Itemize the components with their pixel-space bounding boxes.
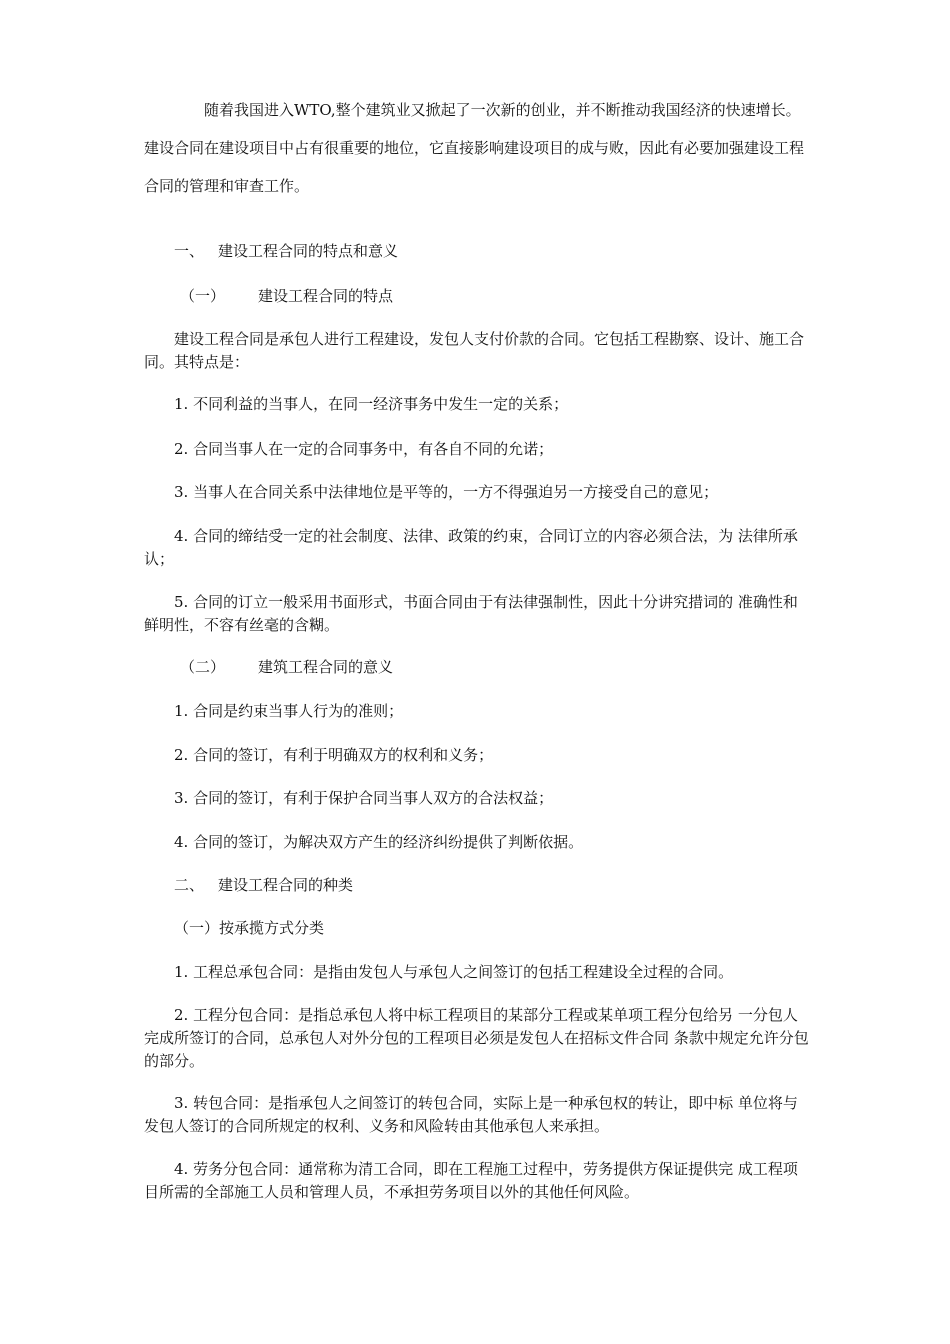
contract-type-item-3: 3. 转包合同：是指承包人之间签订的转包合同，实际上是一种承包权的转让，即中标 单位将与发包人签订的合同所规定的权利、义务和风险转由其他承包人来承担。 — [144, 1094, 798, 1135]
section-1-title: 建设工程合同的特点和意义 — [218, 242, 399, 260]
feature-item-5: 5. 合同的订立一般采用书面形式，书面合同由于有法律强制性，因此十分讲究措词的 准确性和鲜明性，不容有丝毫的含糊。 — [144, 593, 798, 634]
contract-type-item-4: 4. 劳务分包合同：通常称为清工合同，即在工程施工过程中，劳务提供方保证提供完 成工程项目所需的全部施工人员和管理人员，不承担劳务项目以外的其他任何风险。 — [144, 1160, 798, 1201]
feature-item-2: 2. 合同当事人在一定的合同事务中，有各自不同的允诺； — [174, 440, 554, 458]
significance-item-3: 3. 合同的签订，有利于保护合同当事人双方的合法权益； — [174, 789, 554, 807]
significance-item-1: 1. 合同是约束当事人行为的准则； — [174, 702, 404, 720]
subsection-1-2-heading — [144, 656, 846, 679]
section-2-title: 建设工程合同的种类 — [218, 876, 354, 894]
section-2-number: 二、 — [174, 876, 205, 894]
subsection-1-1-heading — [144, 285, 846, 308]
contract-type-item-1: 1. 工程总承包合同：是指由发包人与承包人之间签订的包括工程建设全过程的合同。 — [174, 963, 734, 981]
subsection-1-1-number: （一） — [180, 287, 226, 305]
subsection-1-1-title: 建设工程合同的特点 — [258, 287, 394, 305]
intro-paragraph: 随着我国进入WTO,整个建筑业又掀起了一次新的创业，并不断推动我国经济的快速增长。建设合同在建设项目中占有很重要的地位，它直接影响建设项目的成与败，因此有必要加强建设工程合同的管理和审查工作。 — [144, 101, 805, 195]
significance-item-4: 4. 合同的签订，为解决双方产生的经济纠纷提供了判断依据。 — [174, 833, 584, 851]
subsection-1-2-number: （二） — [180, 658, 226, 676]
section-2-heading — [144, 874, 840, 897]
section-1-heading — [144, 240, 840, 263]
feature-item-1: 1. 不同利益的当事人，在同一经济事务中发生一定的关系； — [174, 395, 569, 413]
section-1-number: 一、 — [174, 242, 205, 260]
contract-type-item-2: 2. 工程分包合同：是指总承包人将中标工程项目的某部分工程或某单项工程分包给另 一分包人完成所签订的合同，总承包人对外分包的工程项目必须是发包人在招标文件合同 条款中规定允许分包的部分。 — [144, 1006, 809, 1070]
feature-item-3: 3. 当事人在合同关系中法律地位是平等的，一方不得强迫另一方接受自己的意见； — [174, 483, 719, 501]
feature-item-4: 4. 合同的缔结受一定的社会制度、法律、政策的约束，合同订立的内容必须合法，为 法律所承认； — [144, 527, 798, 568]
significance-item-2: 2. 合同的签订，有利于明确双方的权利和义务； — [174, 746, 494, 764]
subsection-1-1-intro: 建设工程合同是承包人进行工程建设，发包人支付价款的合同。它包括工程勘察、设计、施工合同。其特点是： — [144, 330, 805, 371]
subsection-1-2-title: 建筑工程合同的意义 — [258, 658, 394, 676]
subsection-2-1-heading: （一）按承揽方式分类 — [174, 919, 325, 937]
